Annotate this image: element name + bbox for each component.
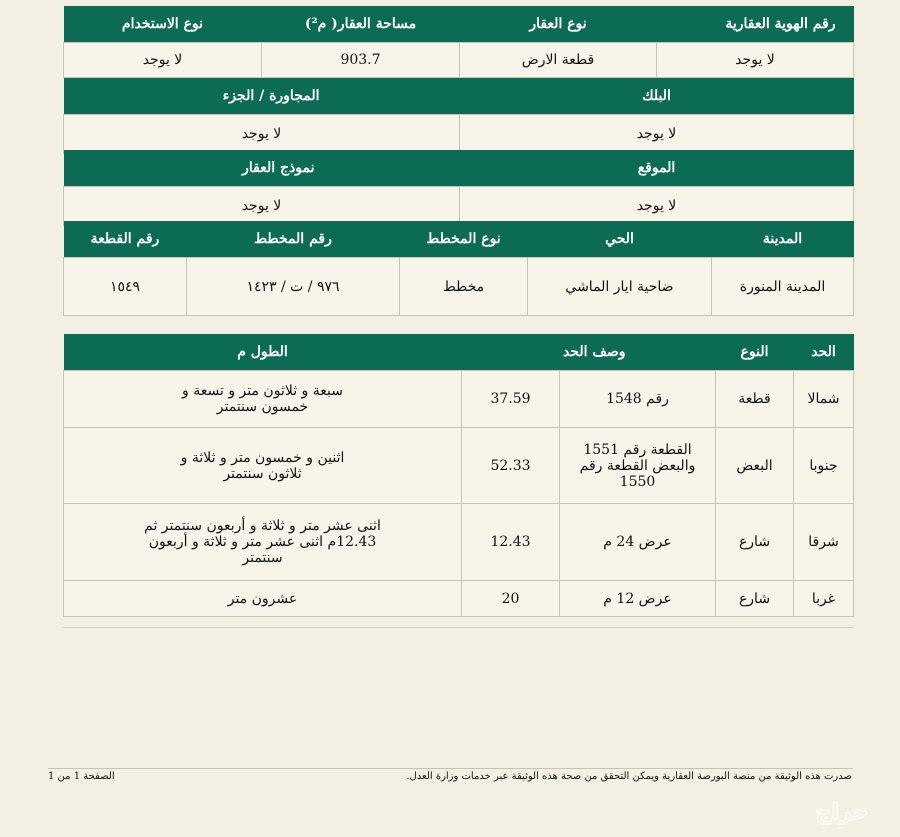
value-block: لا يوجد [460,115,854,154]
boundary-length: 37.59 [462,371,560,428]
boundary-length-text: عشرون متر [64,581,462,617]
header-boundary: الحد [794,334,854,371]
block-table [63,78,854,154]
header-description: وصف الحد [462,334,716,371]
boundary-type: البعض [716,428,794,504]
plan-table [63,221,854,316]
boundary-description: رقم 1548 [560,371,716,428]
table-row [64,581,854,617]
value-district: ضاحية ايار الماشي [528,258,712,316]
header-plan-type: نوع المخطط [400,221,528,258]
boundary-side: شرقا [794,504,854,581]
table-row [64,428,854,504]
boundary-length-text: سبعة و ثلاثون متر و تسعة و خمسون سنتمتر [64,371,462,428]
section-divider [63,627,853,628]
value-neighborhood-part: لا يوجد [64,115,460,154]
header-type: النوع [716,334,794,371]
value-plan-number: ٩٧٦ / ت / ١٤٢٣ [187,258,400,316]
header-usage-type: نوع الاستخدام [64,6,262,43]
value-plot-number: ١٥٤٩ [64,258,187,316]
value-property-id: لا يوجد [657,43,854,78]
boundary-length-text: اثنين و خمسون متر و ثلاثة و ثلاثون سنتمتر [64,428,462,504]
value-location: لا يوجد [460,187,854,226]
value-city: المدينة المنورة [712,258,854,316]
header-property-id: رقم الهوية العقارية [657,6,854,43]
header-property-area: مساحة العقار( م²) [262,6,460,43]
boundary-side: غربا [794,581,854,617]
table-row [64,371,854,428]
boundary-description: عرض 12 م [560,581,716,617]
boundary-type: قطعة [716,371,794,428]
value-property-area: 903.7 [262,43,460,78]
value-plan-type: مخطط [400,258,528,316]
header-city: المدينة [712,221,854,258]
table-row [64,504,854,581]
watermark-text: حراج [815,800,869,825]
boundary-type: شارع [716,504,794,581]
boundary-length-text: اثنى عشر متر و ثلاثة و أربعون سنتمتر ثم 12.43م اثنى عشر متر و ثلاثة و أربعون سنتمتر [64,504,462,581]
header-plan-number: رقم المخطط [187,221,400,258]
header-location: الموقع [460,150,854,187]
boundaries-table [63,334,854,617]
header-property-model: نموذج العقار [64,150,460,187]
boundary-description: القطعة رقم 1551 والبعض القطعة رقم 1550 [560,428,716,504]
boundary-length: 12.43 [462,504,560,581]
header-district: الحي [528,221,712,258]
footer-divider [48,768,853,769]
header-neighborhood-part: المجاورة / الجزء [64,78,460,115]
value-property-model: لا يوجد [64,187,460,226]
location-table [63,150,854,226]
value-usage-type: لا يوجد [64,43,262,78]
value-property-type: قطعة الارض [460,43,657,78]
header-property-type: نوع العقار [460,6,657,43]
header-length: الطول م [64,334,462,371]
boundary-side: جنوبا [794,428,854,504]
page-number: الصفحة 1 من 1 [48,771,115,782]
boundary-side: شمالا [794,371,854,428]
boundary-type: شارع [716,581,794,617]
footer-notice: صدرت هذه الوثيقة من منصة البورصة العقارية ويمكن التحقق من صحة هذه الوثيقة عبر خدمات وزارة العدل. [406,771,852,782]
boundary-length: 20 [462,581,560,617]
identity-table [63,6,854,78]
boundary-length: 52.33 [462,428,560,504]
boundary-description: عرض 24 م [560,504,716,581]
haraj-watermark-logo [800,795,885,827]
header-block: البلك [460,78,854,115]
header-plot-number: رقم القطعة [64,221,187,258]
